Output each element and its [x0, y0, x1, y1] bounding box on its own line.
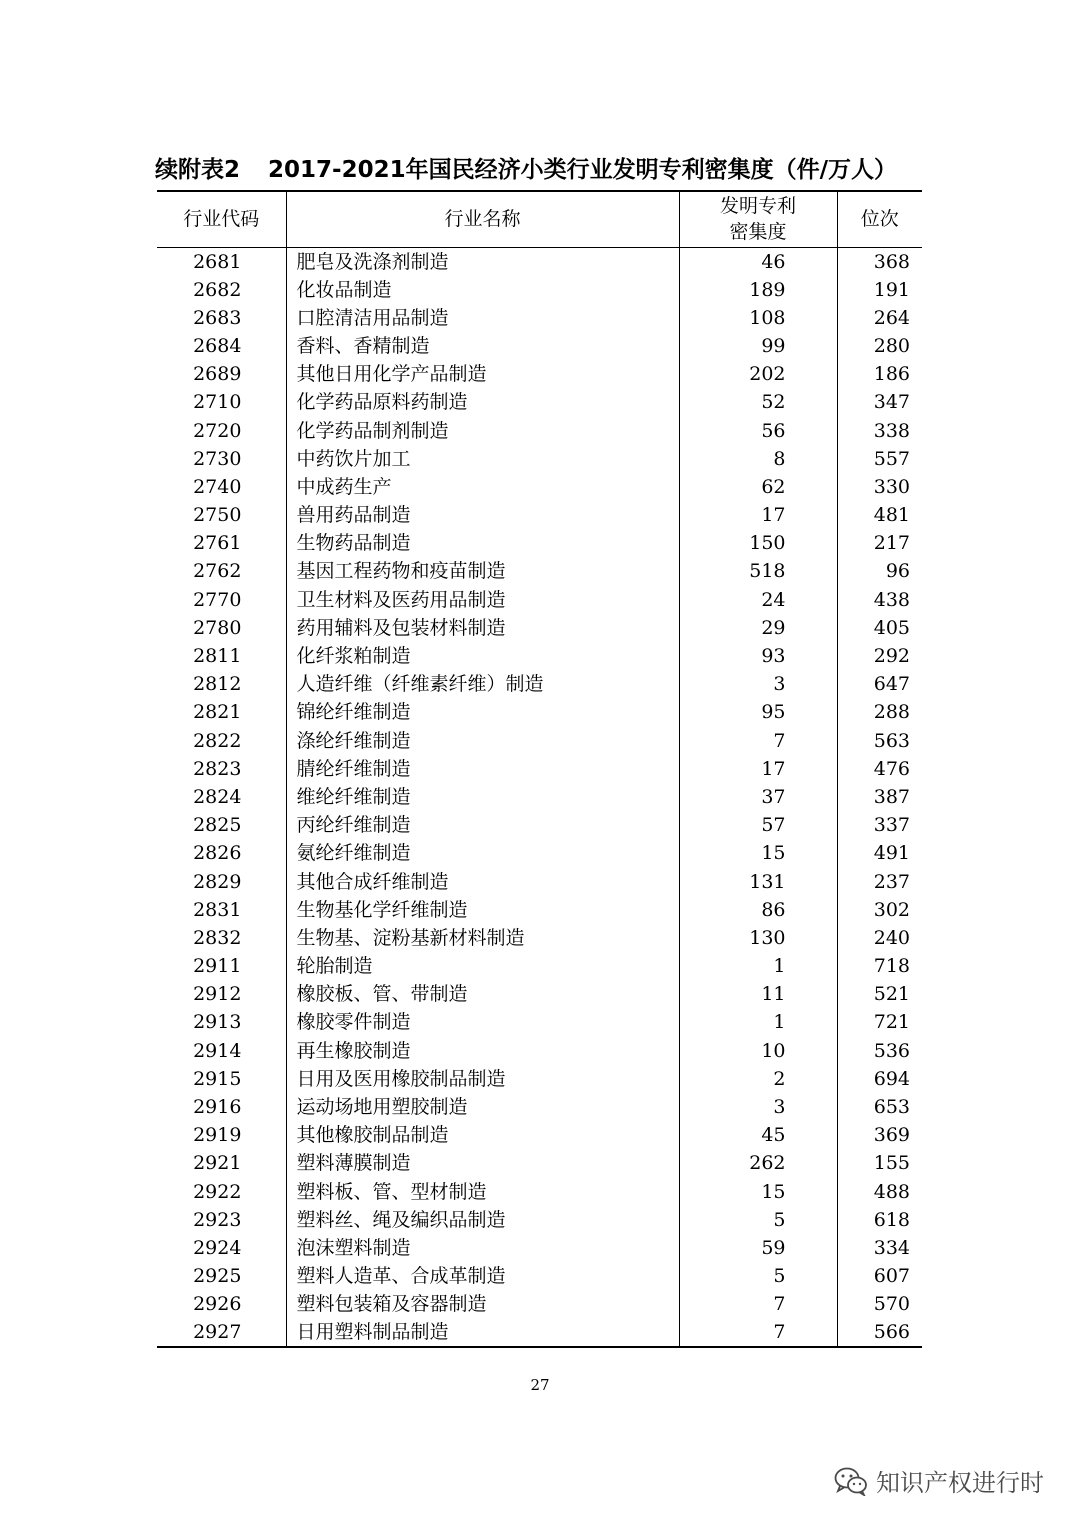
cell-density: 86	[679, 896, 837, 924]
table-row	[157, 670, 922, 698]
cell-rank: 338	[873, 419, 910, 442]
cell-code: 2770	[157, 586, 286, 614]
header-rank: 位次	[837, 191, 922, 247]
cell-rank: 368	[873, 250, 910, 273]
table-row	[157, 276, 922, 304]
header-density	[679, 191, 837, 247]
cell-density: 131	[679, 867, 837, 895]
cell-rank: 334	[873, 1236, 910, 1259]
cell-code: 2916	[157, 1093, 286, 1121]
cell-code: 2919	[157, 1121, 286, 1149]
cell-density: 262	[679, 1149, 837, 1177]
cell-rank: 438	[873, 588, 910, 611]
cell-name: 化纤浆粕制造	[286, 642, 679, 670]
cell-code: 2911	[157, 952, 286, 980]
cell-density: 189	[679, 276, 837, 304]
table-row	[157, 445, 922, 473]
cell-rank: 481	[873, 504, 910, 527]
cell-name: 肥皂及洗涤剂制造	[286, 247, 679, 276]
cell-name: 生物药品制造	[286, 529, 679, 557]
cell-code: 2924	[157, 1234, 286, 1262]
table-row	[157, 1093, 922, 1121]
table-row	[157, 614, 922, 642]
cell-rank: 387	[873, 785, 910, 808]
cell-code: 2831	[157, 896, 286, 924]
cell-rank: 488	[873, 1180, 910, 1203]
cell-density: 46	[679, 247, 837, 276]
cell-name: 橡胶零件制造	[286, 1008, 679, 1036]
cell-name: 中药饮片加工	[286, 445, 679, 473]
cell-density: 11	[679, 980, 837, 1008]
cell-density: 150	[679, 529, 837, 557]
cell-density: 24	[679, 586, 837, 614]
cell-name: 轮胎制造	[286, 952, 679, 980]
table-row	[157, 473, 922, 501]
table-row	[157, 557, 922, 585]
cell-density: 62	[679, 473, 837, 501]
cell-density: 99	[679, 332, 837, 360]
table-header-row	[157, 191, 922, 247]
cell-rank: 217	[873, 532, 910, 555]
cell-code: 2915	[157, 1065, 286, 1093]
cell-code: 2683	[157, 304, 286, 332]
cell-name: 其他日用化学产品制造	[286, 360, 679, 388]
cell-density: 1	[679, 1008, 837, 1036]
patent-density-table	[157, 190, 922, 1348]
table-row	[157, 332, 922, 360]
cell-code: 2811	[157, 642, 286, 670]
cell-code: 2912	[157, 980, 286, 1008]
cell-name: 其他合成纤维制造	[286, 867, 679, 895]
table-row	[157, 924, 922, 952]
table-row	[157, 839, 922, 867]
cell-code: 2832	[157, 924, 286, 952]
table-row	[157, 1037, 922, 1065]
cell-density: 202	[679, 360, 837, 388]
header-density-line1: 发明专利	[719, 195, 796, 218]
table-row	[157, 642, 922, 670]
cell-rank: 264	[873, 306, 910, 329]
table-row	[157, 1149, 922, 1177]
table-title-main: 2017-2021年国民经济小类行业发明专利密集度（件/万人）	[268, 157, 897, 183]
cell-rank: 536	[873, 1039, 910, 1062]
table-row	[157, 755, 922, 783]
cell-name: 日用塑料制品制造	[286, 1318, 679, 1347]
cell-name: 泡沫塑料制造	[286, 1234, 679, 1262]
cell-code: 2921	[157, 1149, 286, 1177]
cell-rank: 155	[873, 1152, 910, 1175]
cell-rank: 292	[873, 645, 910, 668]
cell-name: 口腔清洁用品制造	[286, 304, 679, 332]
table-row	[157, 896, 922, 924]
cell-code: 2927	[157, 1318, 286, 1347]
cell-rank: 721	[873, 1011, 910, 1034]
table-row	[157, 1290, 922, 1318]
table-row	[157, 1008, 922, 1036]
cell-density: 52	[679, 388, 837, 416]
cell-name: 塑料丝、绳及编织品制造	[286, 1206, 679, 1234]
cell-density: 37	[679, 783, 837, 811]
table-row	[157, 811, 922, 839]
cell-name: 橡胶板、管、带制造	[286, 980, 679, 1008]
cell-name: 化学药品原料药制造	[286, 388, 679, 416]
cell-density: 5	[679, 1206, 837, 1234]
cell-code: 2923	[157, 1206, 286, 1234]
cell-code: 2812	[157, 670, 286, 698]
cell-rank: 302	[873, 898, 910, 921]
cell-rank: 647	[873, 673, 910, 696]
cell-rank: 288	[873, 701, 910, 724]
cell-code: 2780	[157, 614, 286, 642]
cell-code: 2740	[157, 473, 286, 501]
cell-rank: 337	[873, 814, 910, 837]
cell-density: 3	[679, 1093, 837, 1121]
table-row	[157, 416, 922, 444]
cell-code: 2750	[157, 501, 286, 529]
cell-density: 17	[679, 755, 837, 783]
cell-code: 2762	[157, 557, 286, 585]
table-row	[157, 727, 922, 755]
cell-rank: 557	[873, 447, 910, 470]
cell-rank: 476	[873, 757, 910, 780]
cell-name: 塑料薄膜制造	[286, 1149, 679, 1177]
cell-density: 56	[679, 416, 837, 444]
cell-density: 17	[679, 501, 837, 529]
cell-name: 腈纶纤维制造	[286, 755, 679, 783]
cell-rank: 521	[873, 983, 910, 1006]
page-number: 27	[530, 1376, 550, 1394]
cell-name: 氨纶纤维制造	[286, 839, 679, 867]
cell-name: 涤纶纤维制造	[286, 727, 679, 755]
cell-name: 运动场地用塑胶制造	[286, 1093, 679, 1121]
table-row	[157, 247, 922, 276]
table-row	[157, 388, 922, 416]
cell-code: 2926	[157, 1290, 286, 1318]
cell-density: 7	[679, 1290, 837, 1318]
table-row	[157, 360, 922, 388]
table-row	[157, 952, 922, 980]
table-title-prefix: 续附表2	[155, 157, 241, 183]
cell-rank: 191	[873, 278, 910, 301]
wechat-icon	[834, 1466, 868, 1496]
cell-name: 再生橡胶制造	[286, 1037, 679, 1065]
cell-density: 8	[679, 445, 837, 473]
table-row	[157, 501, 922, 529]
cell-density: 1	[679, 952, 837, 980]
cell-rank: 347	[873, 391, 910, 414]
cell-density: 57	[679, 811, 837, 839]
cell-name: 化妆品制造	[286, 276, 679, 304]
cell-name: 人造纤维（纤维素纤维）制造	[286, 670, 679, 698]
table-row	[157, 980, 922, 1008]
cell-density: 108	[679, 304, 837, 332]
cell-code: 2681	[157, 247, 286, 276]
cell-code: 2829	[157, 867, 286, 895]
cell-name: 中成药生产	[286, 473, 679, 501]
table-row	[157, 1121, 922, 1149]
cell-density: 59	[679, 1234, 837, 1262]
cell-rank: 330	[873, 475, 910, 498]
table-row	[157, 1234, 922, 1262]
cell-density: 93	[679, 642, 837, 670]
cell-name: 塑料人造革、合成革制造	[286, 1262, 679, 1290]
table-row	[157, 783, 922, 811]
table-row	[157, 1206, 922, 1234]
cell-density: 7	[679, 727, 837, 755]
cell-rank: 563	[873, 729, 910, 752]
cell-density: 518	[679, 557, 837, 585]
cell-code: 2823	[157, 755, 286, 783]
cell-density: 5	[679, 1262, 837, 1290]
cell-rank: 718	[873, 955, 910, 978]
cell-density: 2	[679, 1065, 837, 1093]
cell-code: 2914	[157, 1037, 286, 1065]
table-row	[157, 1065, 922, 1093]
cell-name: 基因工程药物和疫苗制造	[286, 557, 679, 585]
cell-density: 130	[679, 924, 837, 952]
table-body	[157, 247, 922, 1347]
header-density-line2: 密集度	[729, 221, 787, 244]
cell-code: 2822	[157, 727, 286, 755]
header-code: 行业代码	[157, 191, 286, 247]
cell-code: 2913	[157, 1008, 286, 1036]
cell-density: 29	[679, 614, 837, 642]
cell-name: 塑料包装箱及容器制造	[286, 1290, 679, 1318]
cell-name: 日用及医用橡胶制品制造	[286, 1065, 679, 1093]
cell-rank: 491	[873, 842, 910, 865]
cell-code: 2922	[157, 1178, 286, 1206]
cell-code: 2826	[157, 839, 286, 867]
cell-rank: 618	[873, 1208, 910, 1231]
cell-rank: 694	[873, 1067, 910, 1090]
cell-name: 其他橡胶制品制造	[286, 1121, 679, 1149]
table-title	[155, 152, 925, 188]
cell-code: 2821	[157, 698, 286, 726]
cell-code: 2682	[157, 276, 286, 304]
cell-density: 7	[679, 1318, 837, 1347]
cell-rank: 653	[873, 1096, 910, 1119]
cell-name: 生物基、淀粉基新材料制造	[286, 924, 679, 952]
cell-density: 15	[679, 1178, 837, 1206]
watermark	[834, 1463, 1044, 1498]
table-row	[157, 1262, 922, 1290]
cell-code: 2689	[157, 360, 286, 388]
table-row	[157, 867, 922, 895]
cell-rank: 566	[837, 1318, 922, 1347]
table-row	[157, 698, 922, 726]
cell-rank: 237	[873, 870, 910, 893]
cell-code: 2684	[157, 332, 286, 360]
cell-rank: 186	[873, 363, 910, 386]
cell-name: 卫生材料及医药用品制造	[286, 586, 679, 614]
cell-density: 3	[679, 670, 837, 698]
cell-density: 95	[679, 698, 837, 726]
cell-rank: 405	[873, 616, 910, 639]
cell-code: 2925	[157, 1262, 286, 1290]
cell-rank: 280	[873, 334, 910, 357]
header-name: 行业名称	[286, 191, 679, 247]
cell-name: 锦纶纤维制造	[286, 698, 679, 726]
cell-rank: 369	[873, 1124, 910, 1147]
table-row	[157, 1318, 922, 1347]
cell-density: 15	[679, 839, 837, 867]
cell-name: 生物基化学纤维制造	[286, 896, 679, 924]
table-row	[157, 529, 922, 557]
table-row	[157, 304, 922, 332]
table-row	[157, 1178, 922, 1206]
cell-code: 2761	[157, 529, 286, 557]
cell-name: 塑料板、管、型材制造	[286, 1178, 679, 1206]
cell-density: 45	[679, 1121, 837, 1149]
cell-name: 药用辅料及包装材料制造	[286, 614, 679, 642]
cell-rank: 607	[873, 1265, 910, 1288]
cell-rank: 96	[885, 560, 910, 583]
cell-code: 2720	[157, 416, 286, 444]
cell-rank: 240	[873, 926, 910, 949]
cell-rank: 570	[873, 1293, 910, 1316]
cell-density: 10	[679, 1037, 837, 1065]
cell-code: 2825	[157, 811, 286, 839]
cell-name: 香料、香精制造	[286, 332, 679, 360]
cell-name: 兽用药品制造	[286, 501, 679, 529]
cell-code: 2824	[157, 783, 286, 811]
cell-code: 2730	[157, 445, 286, 473]
watermark-text: 知识产权进行时	[876, 1469, 1044, 1497]
cell-name: 维纶纤维制造	[286, 783, 679, 811]
cell-name: 化学药品制剂制造	[286, 416, 679, 444]
cell-name: 丙纶纤维制造	[286, 811, 679, 839]
cell-code: 2710	[157, 388, 286, 416]
table-row	[157, 586, 922, 614]
